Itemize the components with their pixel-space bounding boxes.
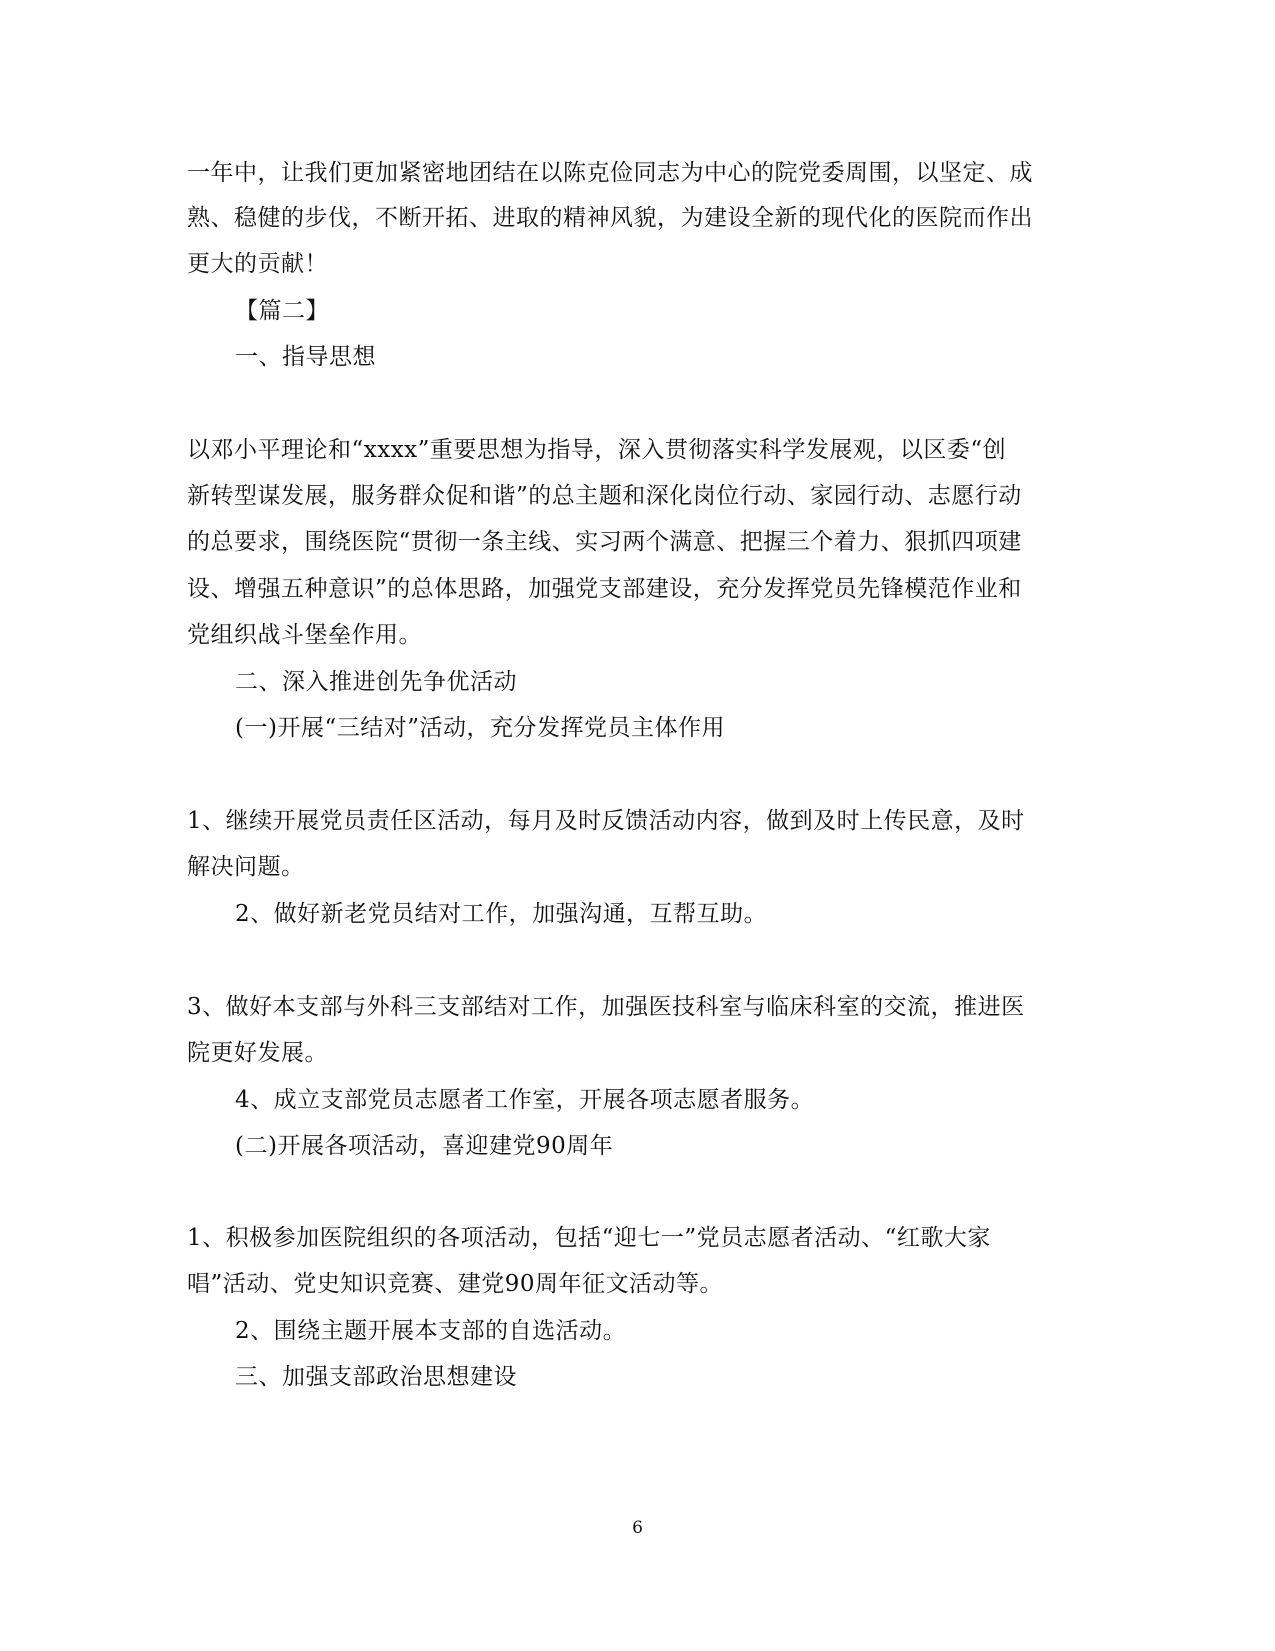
section-heading: 【篇二】 — [235, 298, 329, 324]
paragraph-line: 熟、稳健的步伐，不断开拓、进取的精神风貌，为建设全新的现代化的医院而作出 — [187, 205, 1033, 231]
paragraph-line: 一年中，让我们更加紧密地团结在以陈克俭同志为中心的院党委周围，以坚定、成 — [187, 160, 1033, 186]
list-item: 2、围绕主题开展本支部的自选活动。 — [235, 1318, 627, 1344]
paragraph-line: 更大的贡献！ — [187, 251, 328, 277]
list-item: 1、积极参加医院组织的各项活动，包括“迎七一”党员志愿者活动、“红歌大家 — [187, 1225, 991, 1251]
paragraph-line: 新转型谋发展，服务群众促和谐”的总主题和深化岗位行动、家园行动、志愿行动 — [187, 483, 1022, 509]
list-item: 2、做好新老党员结对工作，加强沟通，互帮互助。 — [235, 901, 768, 927]
section-heading: 一、指导思想 — [235, 344, 376, 370]
list-item: 3、做好本支部与外科三支部结对工作，加强医技科室与临床科室的交流，推进医 — [187, 994, 1025, 1020]
paragraph-line: 的总要求，围绕医院“贯彻一条主线、实习两个满意、把握三个着力、狠抓四项建 — [187, 529, 1022, 555]
list-item-continuation: 解决问题。 — [187, 854, 305, 880]
paragraph-line: 以邓小平理论和“xxxx”重要思想为指导，深入贯彻落实科学发展观，以区委“创 — [187, 437, 1007, 463]
list-item: 4、成立支部党员志愿者工作室，开展各项志愿者服务。 — [235, 1087, 815, 1113]
section-heading: 三、加强支部政治思想建设 — [235, 1364, 517, 1390]
paragraph-line: 设、增强五种意识”的总体思路，加强党支部建设，充分发挥党员先锋模范作业和 — [187, 576, 1022, 602]
section-heading: 二、深入推进创先争优活动 — [235, 669, 517, 695]
paragraph-line: 党组织战斗堡垒作用。 — [187, 622, 422, 648]
list-item-continuation: 唱”活动、党史知识竞赛、建党90周年征文活动等。 — [187, 1271, 724, 1297]
page-number: 6 — [632, 1518, 643, 1538]
list-item: 1、继续开展党员责任区活动，每月及时反馈活动内容，做到及时上传民意，及时 — [187, 808, 1025, 834]
list-item-continuation: 院更好发展。 — [187, 1040, 328, 1066]
subsection-heading: (一)开展“三结对”活动，充分发挥党员主体作用 — [235, 715, 725, 741]
subsection-heading: (二)开展各项活动，喜迎建党90周年 — [235, 1133, 614, 1159]
